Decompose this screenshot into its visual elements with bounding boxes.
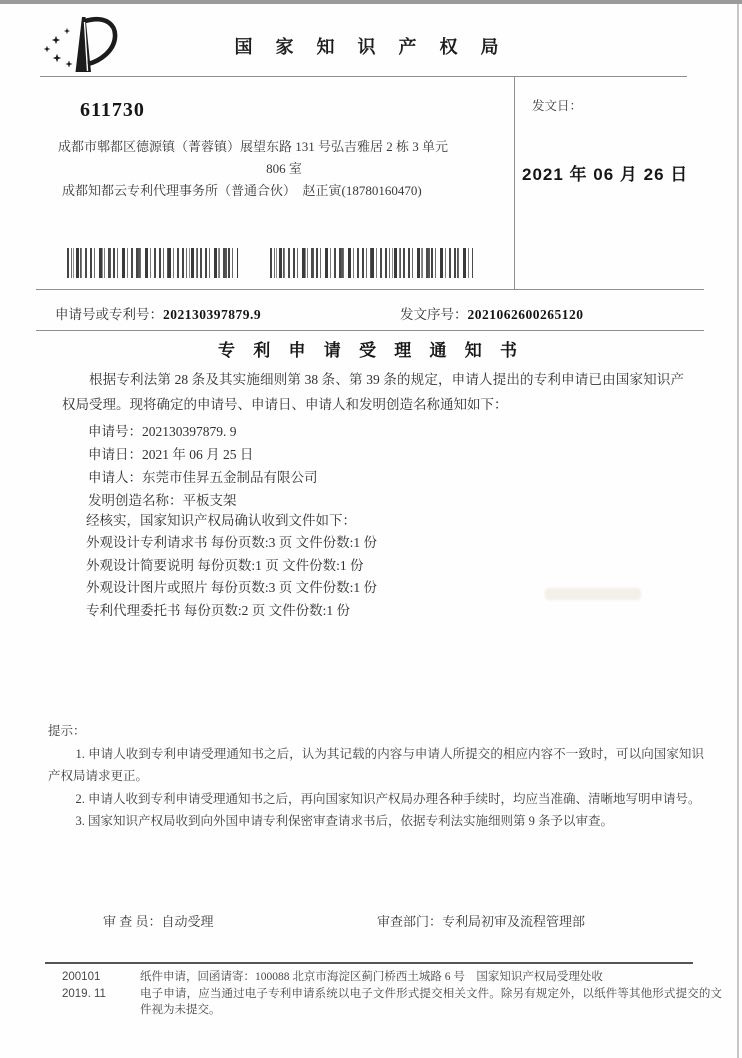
barcode-right [270, 248, 473, 278]
field-label: 申请号： [88, 424, 142, 439]
scan-smudge [545, 588, 641, 600]
reference-divider-bottom [36, 330, 704, 331]
mailing-address-line2: 806 室 [266, 161, 302, 176]
document-item: 专利代理委托书 每份页数:2 页 文件份数:1 份 [86, 602, 351, 618]
footer-divider [45, 962, 693, 964]
department-label: 审查部门： [377, 914, 443, 929]
field-label: 申请日： [88, 447, 142, 462]
field-label: 发明创造名称： [88, 493, 183, 508]
footer-note-electronic: 电子申请，应当通过电子专利申请系统以电子文件形式提交相关文件。除另有规定外，以纸件等其他形式提交的文件视为未提交。 [140, 987, 722, 1016]
barcode-left [67, 248, 238, 278]
field-application-date [88, 443, 318, 466]
header-divider [40, 76, 687, 77]
field-value: 202130397879. 9 [142, 424, 237, 439]
scan-edge-top [0, 0, 742, 4]
footer-notes [140, 969, 722, 1019]
footer-code: 2019. 11 [62, 987, 106, 1000]
serial-number-value: 2021062600265120 [467, 307, 584, 322]
mailing-recipient: 成都知都云专利代理事务所（普通合伙） 赵正寅(18780160470) [62, 183, 422, 198]
application-fields [88, 420, 318, 512]
field-label: 申请人： [88, 470, 142, 485]
application-number-row [55, 303, 261, 323]
document-item: 外观设计简要说明 每份页数:1 页 文件份数:1 份 [86, 557, 364, 573]
department-value: 专利局初审及流程管理部 [442, 914, 586, 929]
footer-code: 200101 [62, 971, 101, 983]
mailing-address-line1: 成都市郫都区德源镇（菁蓉镇）展望东路 131 号弘吉雅居 2 栋 3 单元 [58, 139, 449, 154]
tip-item: 3. 国家知识产权局收到向外国申请专利保密审查请求书后，依据专利法实施细则第 9 条予以审查。 [75, 814, 614, 828]
tip-item: 2. 申请人收到专利申请受理通知书之后，再向国家知识产权局办理各种手续时，均应当准确、清晰地写明申请号。 [75, 791, 701, 806]
field-applicant [88, 466, 318, 489]
application-number-value: 202130397879.9 [163, 307, 262, 322]
dispatch-date-value: 2021 年 06 月 26 日 [522, 165, 689, 184]
reference-divider-top [36, 289, 704, 290]
footer-form-codes [62, 969, 106, 1002]
application-number-label: 申请号或专利号： [55, 307, 163, 322]
dispatch-date-label: 发文日： [532, 99, 583, 113]
document-item: 外观设计图片或照片 每份页数:3 页 文件份数:1 份 [86, 580, 378, 596]
tips-label: 提示： [48, 724, 86, 738]
notice-title: 专 利 申 请 受 理 通 知 书 [218, 341, 524, 360]
review-department-row [377, 911, 585, 930]
examiner-value: 自动受理 [161, 914, 214, 929]
org-title: 国 家 知 识 产 权 局 [234, 37, 508, 57]
document-item: 外观设计专利请求书 每份页数:3 页 文件份数:1 份 [86, 535, 378, 551]
footer-note-paper: 纸件申请，回函请寄：100088 北京市海淀区蓟门桥西土城路 6 号 国家知识产权局受理处收 [140, 971, 603, 983]
received-documents [86, 510, 377, 622]
scan-edge-right [737, 4, 739, 1058]
field-invention-name [88, 489, 318, 512]
serial-number-row [400, 303, 584, 323]
notice-intro-paragraph: 根据专利法第 28 条及其实施细则第 38 条、第 39 条的规定，申请人提出的专利申请已由国家知识产权局受理。现将确定的申请号、申请日、申请人和发明创造名称通知如下： [62, 372, 684, 412]
examiner-row [103, 911, 214, 930]
mailing-code: 611730 [80, 99, 145, 121]
field-value: 2021 年 06 月 25 日 [142, 447, 254, 462]
tips-section [48, 720, 704, 833]
received-intro: 经核实，国家知识产权局确认收到文件如下： [86, 513, 356, 528]
serial-number-label: 发文序号： [400, 307, 468, 322]
tip-item: 1. 申请人收到专利申请受理通知书之后，认为其记载的内容与申请人所提交的相应内容不一致时，可以向国家知识产权局请求更正。 [48, 746, 704, 783]
field-value: 平板支架 [182, 493, 237, 508]
field-value: 东莞市佳昇五金制品有限公司 [142, 470, 318, 485]
field-application-number [88, 420, 318, 443]
examiner-label: 审 查 员： [103, 914, 162, 929]
